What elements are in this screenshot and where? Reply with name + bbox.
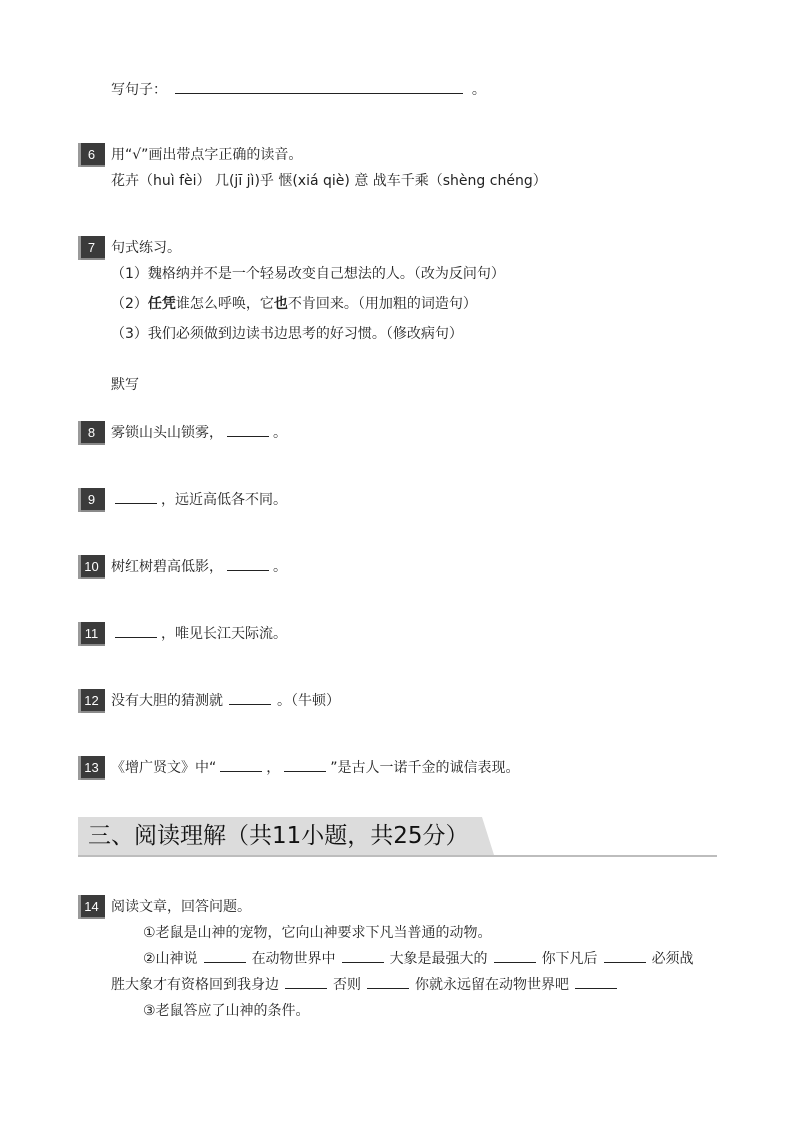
answer-blank[interactable] xyxy=(115,625,157,638)
section-title: 三、阅读理解（共11小题，共25分） xyxy=(88,823,469,849)
q14-text: 必须战 xyxy=(651,951,694,967)
q13-line xyxy=(111,758,520,778)
q13-comma: ， xyxy=(266,760,281,776)
answer-blank[interactable] xyxy=(367,976,409,989)
q14-prompt: 阅读文章，回答问题。 xyxy=(111,899,251,915)
q10-line xyxy=(111,557,287,577)
q14-text: 你下凡后 xyxy=(541,951,598,967)
q8-end: 。 xyxy=(273,425,287,441)
q13-end: ”是古人一诺千金的诚信表现。 xyxy=(330,760,520,776)
section-rule xyxy=(78,855,717,857)
q14-para3: ③老鼠答应了山神的条件。 xyxy=(143,1003,310,1019)
answer-blank[interactable] xyxy=(227,558,269,571)
q7-prompt: 句式练习。 xyxy=(111,240,181,256)
question-number-10: 10 xyxy=(78,555,105,579)
answer-blank[interactable] xyxy=(284,759,326,772)
q14-text: 否则 xyxy=(333,977,361,993)
q9-line xyxy=(115,490,287,510)
q7-sub2-text: 谁怎么呼唤，它 xyxy=(175,296,274,312)
write-sentence-line xyxy=(111,80,486,100)
answer-blank[interactable] xyxy=(575,976,617,989)
q10-text: 树红树碧高低影， xyxy=(111,559,223,575)
q11-text: ，唯见长江天际流。 xyxy=(161,626,287,642)
dictation-label: 默写 xyxy=(111,377,139,393)
q14-text: 胜大象才有资格回到我身边 xyxy=(111,977,279,993)
answer-blank[interactable] xyxy=(342,950,384,963)
q14-para1: ①老鼠是山神的宠物，它向山神要求下凡当普通的动物。 xyxy=(143,925,492,941)
answer-blank[interactable] xyxy=(229,692,271,705)
q12-end: 。（牛顿） xyxy=(277,693,340,709)
q7-sub1: （1）魏格纳并不是一个轻易改变自己想法的人。（改为反问句） xyxy=(111,266,505,282)
question-number-6: 6 xyxy=(78,143,105,167)
q6-items: 花卉（huì fèi） 几(jī jì)乎 惬(xiá qiè) 意 战车千乘（shèng chéng） xyxy=(111,173,547,189)
question-number-12: 12 xyxy=(78,689,105,713)
q14-text: ②山神说 xyxy=(143,951,198,967)
q8-line xyxy=(111,423,287,443)
answer-blank[interactable] xyxy=(204,950,246,963)
q14-text: 大象是最强大的 xyxy=(389,951,488,967)
write-sentence-label: 写句子： xyxy=(111,82,167,98)
answer-blank[interactable] xyxy=(285,976,327,989)
question-number-7: 7 xyxy=(78,236,105,260)
q9-text: ，远近高低各不同。 xyxy=(161,492,287,508)
question-number-8: 8 xyxy=(78,421,105,445)
q14-text: 在动物世界中 xyxy=(251,951,336,967)
q14-para2-line1 xyxy=(143,949,694,969)
answer-blank[interactable] xyxy=(604,950,646,963)
question-number-13: 13 xyxy=(78,756,105,780)
answer-blank[interactable] xyxy=(494,950,536,963)
q7-sub3: （3）我们必须做到边读书边思考的好习惯。（修改病句） xyxy=(111,326,463,342)
q12-line xyxy=(111,691,340,711)
q14-para2-line2 xyxy=(111,975,623,995)
question-number-9: 9 xyxy=(78,488,105,512)
q7-bold-word-1: 任凭 xyxy=(147,296,176,312)
q14-text: 你就永远留在动物世界吧 xyxy=(415,977,569,993)
q8-text: 雾锁山头山锁雾， xyxy=(111,425,223,441)
q12-text: 没有大胆的猜测就 xyxy=(111,693,223,709)
q6-prompt: 用“√”画出带点字正确的读音。 xyxy=(111,147,303,163)
q11-line xyxy=(115,624,287,644)
answer-blank[interactable] xyxy=(175,81,463,94)
q7-sub2 xyxy=(111,294,477,314)
answer-blank[interactable] xyxy=(220,759,262,772)
question-number-14: 14 xyxy=(78,895,105,919)
q7-bold-word-2: 也 xyxy=(273,296,288,312)
sentence-end: 。 xyxy=(471,82,486,98)
q7-sub2-tail: 不肯回来。（用加粗的词造句） xyxy=(287,296,477,312)
answer-blank[interactable] xyxy=(115,491,157,504)
answer-blank[interactable] xyxy=(227,424,269,437)
q7-sub2-number: （2） xyxy=(111,296,148,312)
q10-end: 。 xyxy=(273,559,287,575)
question-number-11: 11 xyxy=(78,622,105,646)
q13-text: 《增广贤文》中“ xyxy=(111,760,217,776)
